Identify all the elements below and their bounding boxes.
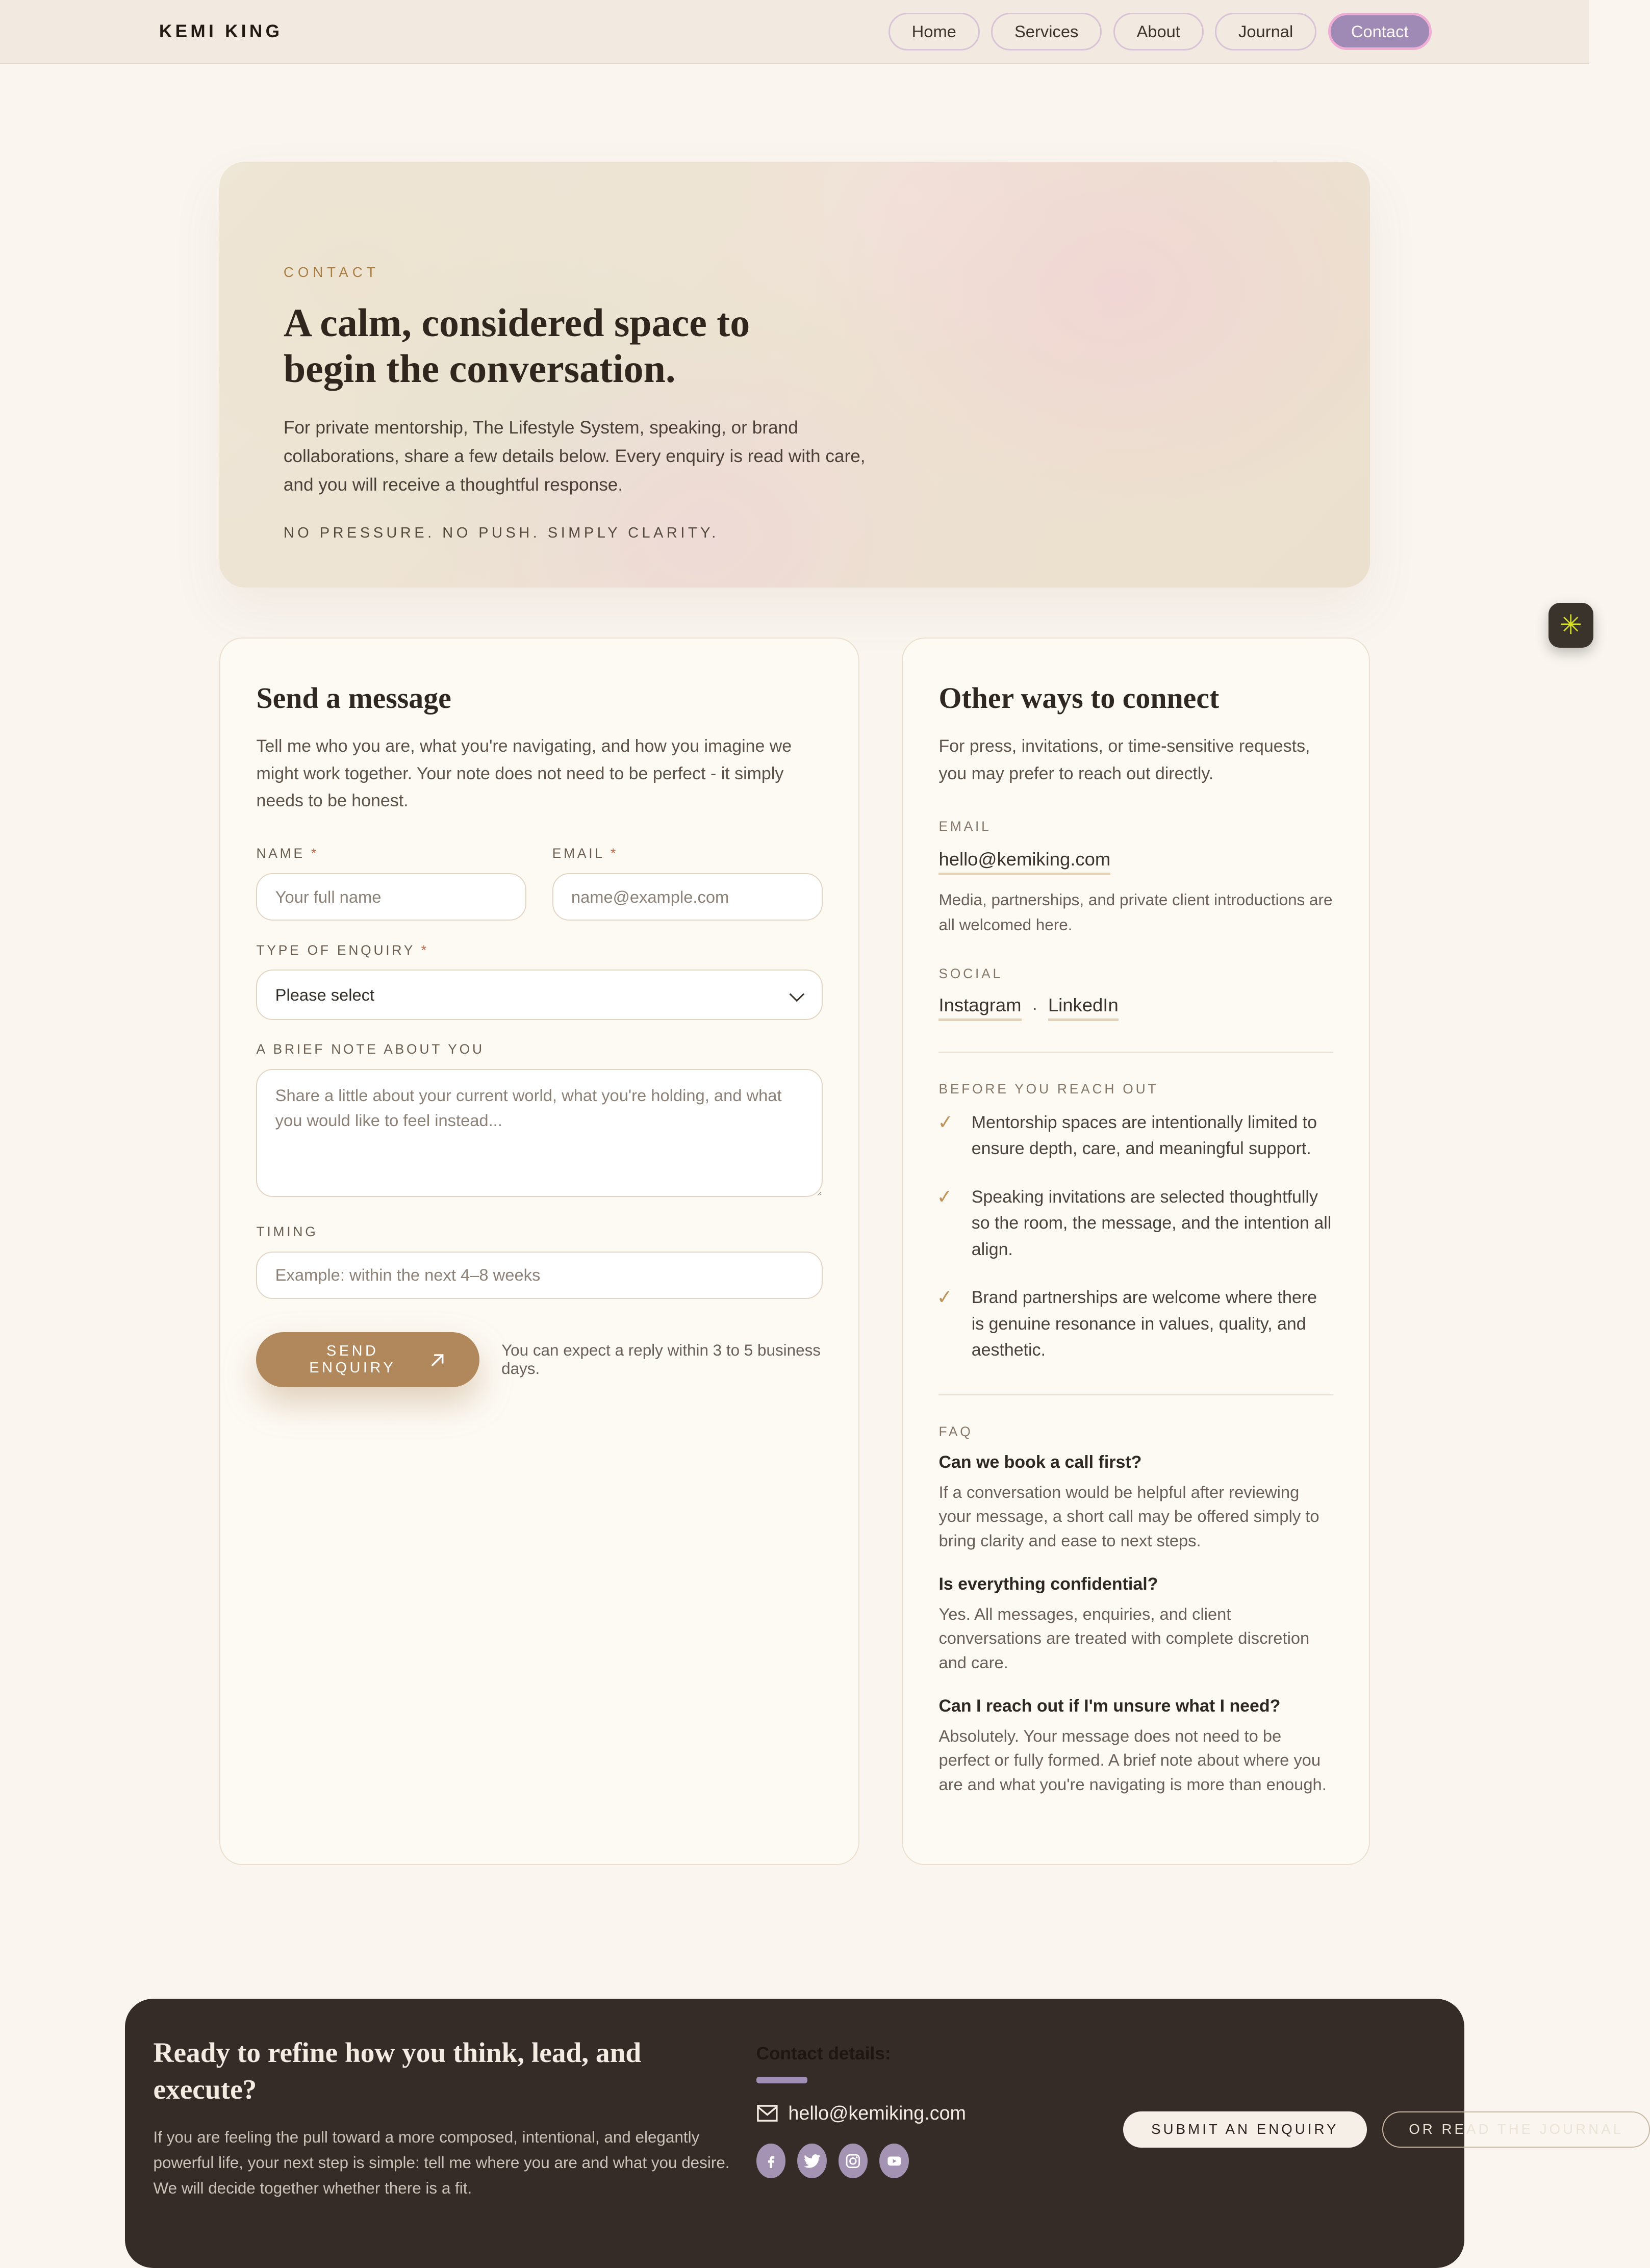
instagram-icon[interactable] [839, 2144, 868, 2178]
checklist-section-label: BEFORE YOU REACH OUT [938, 1081, 1159, 1097]
hero-eyebrow: CONTACT [283, 264, 379, 281]
footer-cta-panel [125, 1999, 1624, 2268]
name-input[interactable] [256, 873, 526, 921]
linkedin-link[interactable]: LinkedIn [1048, 995, 1119, 1021]
nav-item-services[interactable]: Services [991, 13, 1102, 50]
other-ways-card [902, 638, 1370, 1865]
faq-question: Can we book a call first? [938, 1452, 1142, 1472]
required-asterisk: * [421, 942, 429, 958]
name-field-group [256, 846, 526, 921]
enquiry-label: TYPE OF ENQUIRY * [256, 942, 429, 958]
accessibility-widget-button[interactable] [1549, 603, 1593, 648]
faq-answer: Absolutely. Your message does not need to be perfect or fully formed. A brief note about where you are and what you're navigating is more than enough. [938, 1726, 1327, 1794]
footer-left [154, 2034, 733, 2224]
checklist-item [938, 1110, 1333, 1162]
timing-label: TIMING [256, 1224, 318, 1240]
faq-question: Is everything confidential? [938, 1574, 1158, 1594]
connect-intro: For press, invitations, or time-sensitive requests, you may prefer to reach out directly. [938, 736, 1310, 783]
hero-tagline: NO PRESSURE. NO PUSH. SIMPLY CLARITY. [283, 524, 719, 541]
faq-item [938, 1574, 1333, 1674]
timing-input[interactable] [256, 1252, 822, 1299]
email-label: EMAIL * [552, 846, 619, 861]
divider [938, 1394, 1333, 1395]
note-textarea[interactable] [256, 1069, 822, 1197]
nav-item-about[interactable]: About [1113, 13, 1204, 50]
main-content [219, 638, 1370, 1865]
enquiry-select[interactable] [256, 970, 822, 1020]
note-label: A BRIEF NOTE ABOUT YOU [256, 1041, 485, 1057]
checklist-text: Brand partnerships are welcome where there is genuine resonance in values, quality, and aesthetic. [971, 1288, 1317, 1360]
check-icon: ✓ [936, 1185, 954, 1208]
checklist-item [938, 1285, 1333, 1364]
page-title: A calm, considered space to begin the conversation. [283, 300, 750, 391]
check-icon: ✓ [937, 1110, 955, 1133]
faq-item [938, 1452, 1333, 1552]
footer-social-icons [756, 2144, 1100, 2178]
checklist-text: Speaking invitations are selected thoughtfully so the room, the message, and the intention all align. [971, 1187, 1332, 1259]
youtube-icon[interactable] [879, 2144, 909, 2178]
footer-description: If you are feeling the pull toward a more composed, intentional, and elegantly powerful life, your next step is simple: tell me where you are and what you desire. We will decide together whether there is a fit. [153, 2128, 730, 2198]
email-link[interactable]: hello@kemiking.com [938, 849, 1110, 875]
checklist-text: Mentorship spaces are intentionally limited to ensure depth, care, and meaningful support. [971, 1112, 1317, 1159]
main-nav [889, 13, 1432, 50]
submit-enquiry-button[interactable]: SUBMIT AN ENQUIRY [1123, 2111, 1367, 2147]
nav-item-contact[interactable]: Contact [1328, 13, 1432, 50]
dot-separator: · [1031, 997, 1038, 1018]
brand-logo[interactable]: KEMI KING [159, 21, 283, 41]
faq-answer: If a conversation would be helpful after reviewing your message, a short call may be offered simply to bring clarity and ease to next steps. [938, 1482, 1319, 1550]
check-icon: ✓ [936, 1286, 954, 1309]
faq-question: Can I reach out if I'm unsure what I need? [938, 1696, 1281, 1716]
form-title: Send a message [256, 681, 451, 715]
email-note: Media, partnerships, and private client introductions are all welcomed here. [938, 891, 1333, 934]
send-enquiry-label: SEND ENQUIRY [309, 1343, 396, 1377]
checklist-item [938, 1184, 1333, 1263]
footer-cta-buttons [1123, 2111, 1650, 2147]
timing-field-group [256, 1224, 822, 1299]
accent-bar [756, 2077, 808, 2083]
divider [938, 1052, 1333, 1053]
reply-time-note: You can expect a reply within 3 to 5 business days. [501, 1341, 821, 1378]
email-input[interactable] [552, 873, 823, 921]
social-section-label: SOCIAL [938, 965, 1003, 981]
instagram-link[interactable]: Instagram [938, 995, 1021, 1021]
contact-details-label: Contact details: [756, 2043, 891, 2063]
arrow-up-right-icon [429, 1352, 446, 1368]
form-intro: Tell me who you are, what you're navigating, and how you imagine we might work together. Your note does not need to be perfect - it simply needs to be honest. [256, 736, 792, 811]
nav-item-journal[interactable]: Journal [1215, 13, 1316, 50]
twitter-icon[interactable] [797, 2144, 827, 2178]
send-enquiry-button[interactable] [256, 1332, 479, 1387]
name-label: NAME * [256, 846, 319, 861]
asterisk-spark-icon: ✳ [1559, 609, 1582, 641]
footer-title: Ready to refine how you think, lead, and execute? [153, 2037, 642, 2105]
email-field-group [552, 846, 823, 921]
footer-email-text: hello@kemiking.com [788, 2102, 966, 2124]
envelope-icon [756, 2104, 778, 2122]
required-asterisk: * [610, 846, 619, 861]
hero-banner [219, 162, 1370, 588]
send-message-card [219, 638, 859, 1865]
facebook-icon[interactable] [756, 2144, 786, 2178]
footer-contact-details [756, 2034, 1100, 2224]
connect-title: Other ways to connect [938, 681, 1220, 715]
faq-answer: Yes. All messages, enquiries, and client conversations are treated with complete discretion and care. [938, 1604, 1310, 1672]
enquiry-field-group [256, 942, 822, 1020]
nav-item-home[interactable]: Home [889, 13, 980, 50]
footer-email-link[interactable] [756, 2102, 1100, 2124]
faq-section-label: FAQ [938, 1423, 973, 1439]
email-section-label: EMAIL [938, 818, 992, 834]
note-field-group [256, 1041, 822, 1202]
faq-item [938, 1696, 1333, 1796]
site-header [0, 0, 1589, 64]
required-asterisk: * [311, 846, 319, 861]
hero-description: For private mentorship, The Lifestyle System, speaking, or brand collaborations, share a few details below. Every enquiry is read with care, and you will receive a thoughtful response. [283, 418, 866, 495]
read-journal-button[interactable]: OR READ THE JOURNAL [1382, 2111, 1650, 2147]
